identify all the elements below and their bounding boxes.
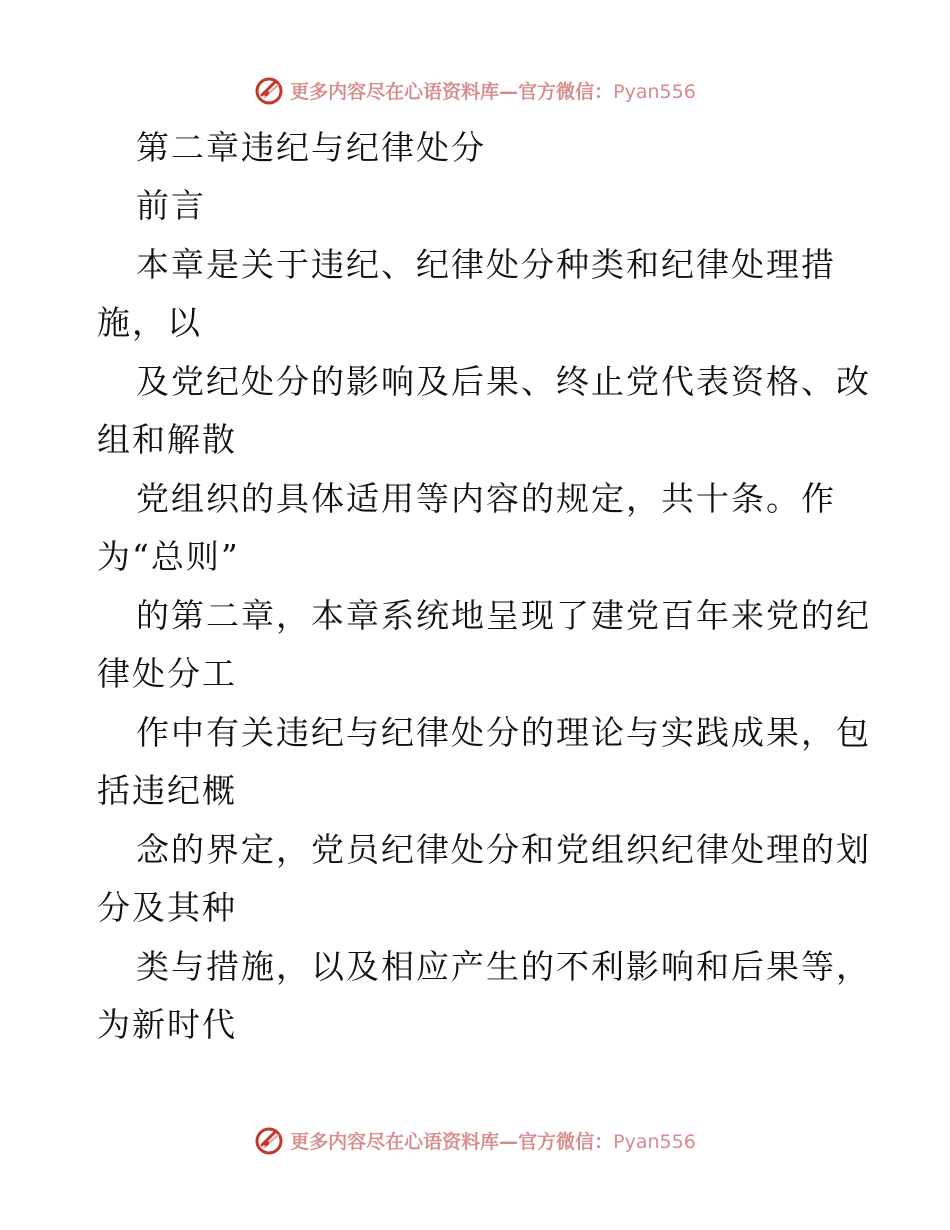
document-title: 第二章违纪与纪律处分 <box>136 128 486 167</box>
logo-icon <box>254 1125 284 1155</box>
paragraph-line: 党组织的具体适用等内容的规定，共十条。作 <box>136 479 836 518</box>
footer-watermark <box>0 1120 950 1160</box>
paragraph-line: 施，以 <box>97 303 202 342</box>
paragraph-line: 类与措施，以及相应产生的不利影响和后果等， <box>136 947 871 986</box>
document-subtitle: 前言 <box>136 186 206 225</box>
paragraph-line: 念的界定，党员纪律处分和党组织纪律处理的划 <box>136 830 871 869</box>
watermark-text <box>290 77 696 104</box>
paragraph-line: 为新时代 <box>97 1005 237 1044</box>
paragraph-line: 及党纪处分的影响及后果、终止党代表资格、改 <box>136 362 871 401</box>
paragraph-line: 为“总则” <box>97 537 240 576</box>
watermark-label: 更多内容尽在心语资料库—官方微信： <box>290 1130 614 1153</box>
paragraph-line: 的第二章，本章系统地呈现了建党百年来党的纪 <box>136 596 871 635</box>
logo-icon <box>254 75 284 105</box>
paragraph-line: 本章是关于违纪、纪律处分种类和纪律处理措 <box>136 245 836 284</box>
watermark-wechat-id: Pyan556 <box>613 80 696 103</box>
paragraph-line: 括违纪概 <box>97 771 237 810</box>
paragraph-line: 分及其种 <box>97 888 237 927</box>
paragraph-line: 作中有关违纪与纪律处分的理论与实践成果，包 <box>136 713 871 752</box>
watermark-wechat-id: Pyan556 <box>613 1130 696 1153</box>
paragraph-line: 组和解散 <box>97 420 237 459</box>
header-watermark <box>0 70 950 110</box>
paragraph-line: 律处分工 <box>97 654 237 693</box>
watermark-label: 更多内容尽在心语资料库—官方微信： <box>290 80 614 103</box>
watermark-text <box>290 1127 696 1154</box>
